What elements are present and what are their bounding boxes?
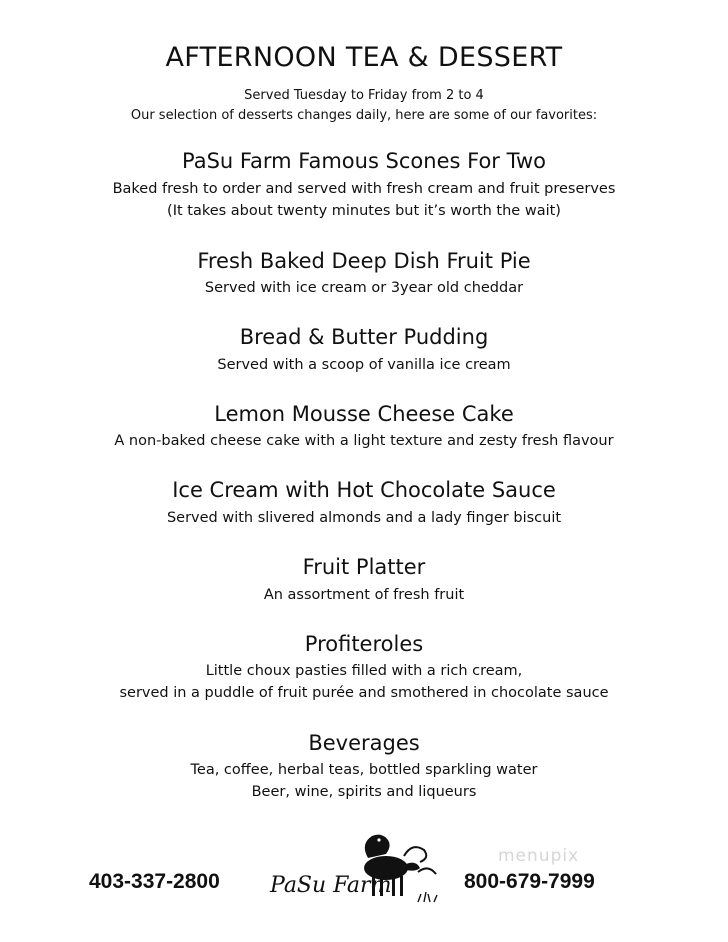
selection-note: Our selection of desserts changes daily, here are some of our favorites: [130,108,598,123]
item-desc-profiteroles-2: served in a puddle of fruit purée and smothered in chocolate sauce [119,685,609,701]
item-name-fruit-pie: Fresh Baked Deep Dish Fruit Pie [197,249,531,273]
item-name-pudding: Bread & Butter Pudding [239,325,489,349]
served-hours: Served Tuesday to Friday from 2 to 4 [244,88,484,103]
item-name-fruit-platter: Fruit Platter [302,555,426,579]
phone-number-left: 403-337-2800 [89,870,220,893]
item-name-cheese-cake: Lemon Mousse Cheese Cake [214,402,514,426]
item-desc-scones-2: (It takes about twenty minutes but it’s worth the wait) [167,203,561,219]
phone-number-right: 800-679-7999 [464,870,595,893]
watermark: menupix [498,846,580,866]
item-name-beverages: Beverages [308,731,420,755]
item-desc-pudding: Served with a scoop of vanilla ice cream [217,357,511,373]
item-name-ice-cream: Ice Cream with Hot Chocolate Sauce [172,478,556,502]
pasu-farm-logo [268,828,448,908]
logo-text: PaSu Farm [270,873,392,898]
item-desc-fruit-platter: An assortment of fresh fruit [263,587,465,603]
item-desc-profiteroles-1: Little choux pasties filled with a rich cream, [205,663,523,679]
item-desc-fruit-pie: Served with ice cream or 3year old cheddar [204,280,524,296]
item-name-profiteroles: Profiteroles [304,632,424,656]
item-desc-ice-cream: Served with slivered almonds and a lady finger biscuit [166,510,562,526]
item-desc-scones-1: Baked fresh to order and served with fresh cream and fruit preserves [112,181,616,197]
item-desc-beverages-1: Tea, coffee, herbal teas, bottled sparkling water [190,762,538,778]
item-desc-beverages-2: Beer, wine, spirits and liqueurs [251,784,477,800]
menu-title: AFTERNOON TEA & DESSERT [165,42,563,73]
item-name-scones: PaSu Farm Famous Scones For Two [181,149,546,173]
item-desc-cheese-cake: A non-baked cheese cake with a light texture and zesty fresh flavour [114,433,614,449]
